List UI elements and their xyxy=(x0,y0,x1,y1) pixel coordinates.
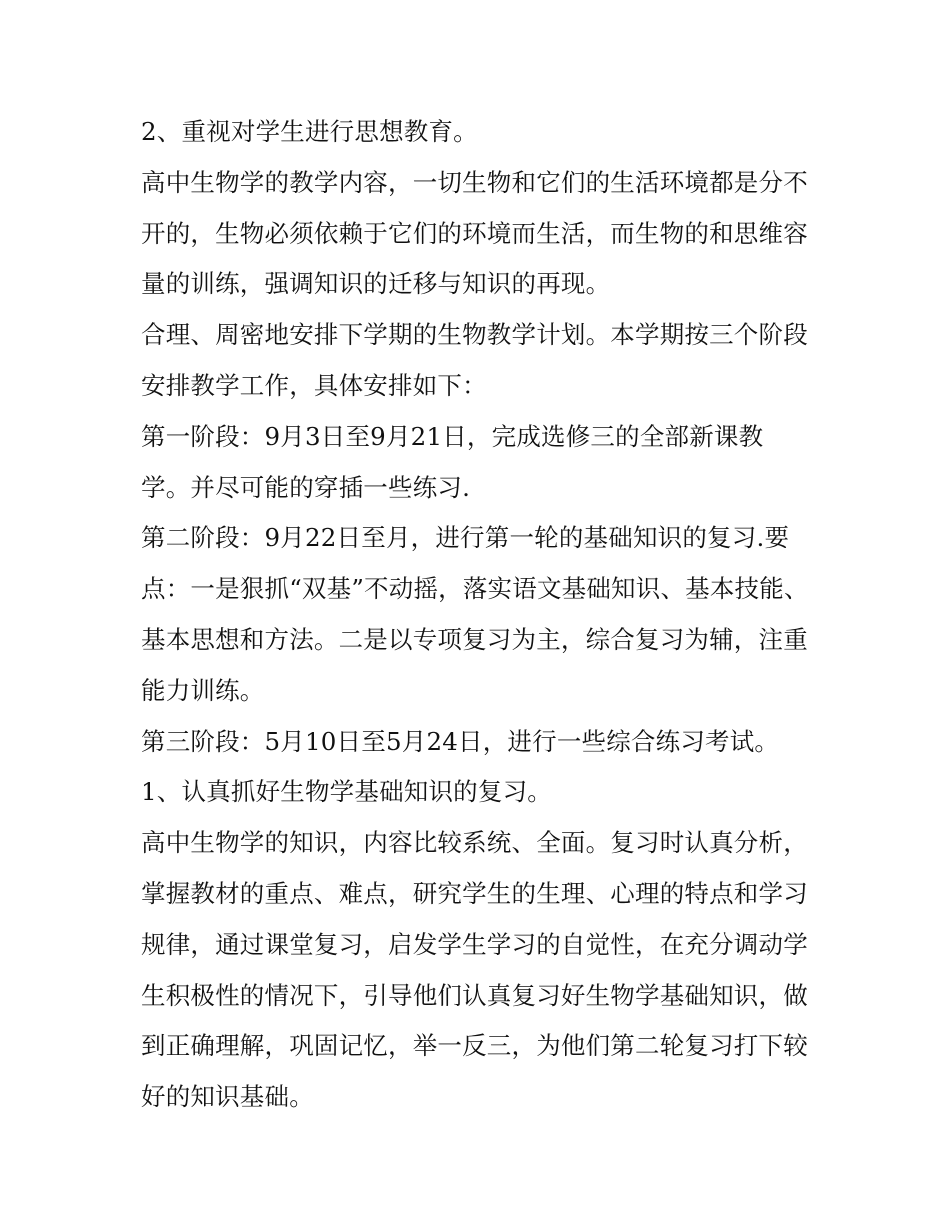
text-line: 安排教学工作，具体安排如下： xyxy=(141,370,487,400)
text-line: 能力训练。 xyxy=(141,675,265,705)
text-line: 高中生物学的教学内容，一切生物和它们的生活环境都是分不 xyxy=(141,167,808,197)
text-line: 第三阶段：5月10日至5月24日，进行一些综合练习考试。 xyxy=(141,726,780,756)
text-line: 高中生物学的知识，内容比较系统、全面。复习时认真分析， xyxy=(141,828,808,858)
text-line: 2、重视对学生进行思想教育。 xyxy=(141,117,478,146)
text-line: 基本思想和方法。二是以专项复习为主，综合复习为辅，注重 xyxy=(141,624,808,654)
text-line: 好的知识基础。 xyxy=(141,1082,314,1112)
text-line: 到正确理解，巩固记忆，举一反三，为他们第二轮复习打下较 xyxy=(141,1031,808,1061)
text-line: 生积极性的情况下，引导他们认真复习好生物学基础知识，做 xyxy=(141,980,808,1010)
text-line: 点：一是狠抓“双基”不动摇，落实语文基础知识、基本技能、 xyxy=(141,574,809,604)
text-line: 学。并尽可能的穿插一些练习. xyxy=(141,472,471,502)
document-body xyxy=(141,107,821,1123)
text-line: 1、认真抓好生物学基础知识的复习。 xyxy=(141,777,552,807)
text-line: 规律，通过课堂复习，启发学生学习的自觉性，在充分调动学 xyxy=(141,929,808,959)
text-line: 合理、周密地安排下学期的生物教学计划。本学期按三个阶段 xyxy=(141,320,808,350)
text-line: 掌握教材的重点、难点，研究学生的生理、心理的特点和学习 xyxy=(141,878,808,908)
text-line: 量的训练，强调知识的迁移与知识的再现。 xyxy=(141,269,611,299)
text-line: 开的，生物必须依赖于它们的环境而生活，而生物的和思维容 xyxy=(141,218,808,248)
text-line: 第一阶段：9月3日至9月21日，完成选修三的全部新课教 xyxy=(141,421,764,451)
text-line: 第二阶段：9月22日至月，进行第一轮的基础知识的复习.要 xyxy=(141,523,790,553)
